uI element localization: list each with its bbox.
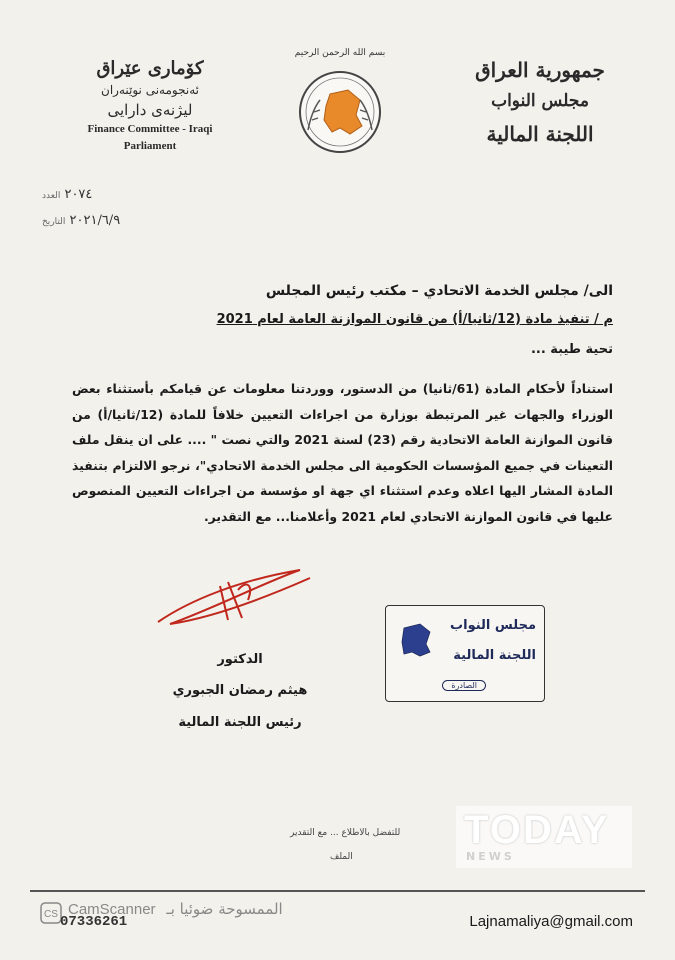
signer-position: رئيس اللجنة المالية — [178, 715, 302, 730]
file-line: الملف — [330, 852, 353, 862]
reference-number: ٢٠٧٤ — [64, 187, 93, 202]
header-arabic — [465, 58, 615, 148]
subject-line — [30, 312, 613, 327]
camscanner-arabic: الممسوحة ضوئيا بـ — [166, 900, 283, 918]
greeting: تحية طيبة ... — [530, 342, 613, 357]
body-paragraph: استناداً لأحكام المادة (61/ثانيا) من الدستور، ووردتنا معلومات عن قيامكم بأستثناء بعض الوزراء والجهات غير المرتبطة بوزارة من اجراءات التعيين خلافاً للمادة (12/ثانيا/أ) من قانون الموازنة العامة الاتحادية رقم (23) لسنة 2021 والتي نصت " .... على ان ينقل ملف التعينات في جميع المؤسسات الحكومية الى مجلس الخدمة الاتحادي"، نرجو الالتزام بتنفيذ المادة المشار اليها اعلاه وعدم استثناء اي جهة او مؤسسة من اجراءات التعيين المنصوص عليها في قانون الموازنة الاتحادي لعام 2021 وأعلامنا... مع التقدير. — [72, 381, 614, 524]
reference-date: ٢٠٢١/٦/٩ — [69, 213, 121, 228]
footer-divider — [30, 890, 645, 892]
news-watermark — [456, 806, 632, 868]
header-kurdish-english — [60, 58, 240, 153]
signer-title: الدكتور — [217, 652, 263, 667]
stamp-committee: اللجنة المالية — [453, 648, 536, 663]
stamp-outgoing-badge: الصادرة — [442, 680, 486, 691]
parliament-emblem-icon — [290, 60, 390, 160]
header-committee: اللجنة المالية — [486, 122, 594, 146]
subject-text: م / تنفيذ مادة (12/ثانيا/أ) من قانون الموازنة العامة لعام 2021 — [216, 312, 613, 327]
header-english-line2: Parliament — [123, 140, 177, 152]
handwritten-signature — [150, 560, 320, 640]
watermark-news: NEWS — [466, 850, 515, 863]
recipient-line: الى/ مجلس الخدمة الاتحادي – مكتب رئيس المجلس — [265, 283, 613, 299]
header-kurdish-committee: لیژنەی دارایی — [107, 101, 193, 119]
iraq-map-icon — [398, 620, 434, 660]
contact-email[interactable]: Lajnamaliya@gmail.com — [469, 913, 633, 930]
official-stamp — [385, 605, 545, 702]
camscanner-name: CamScanner — [68, 901, 156, 918]
header-parliament: مجلس النواب — [491, 91, 589, 111]
reference-number-label: العدد — [42, 191, 61, 201]
stamp-parliament: مجلس النواب — [450, 618, 536, 633]
reference-date-row — [38, 208, 158, 234]
svg-text:CS: CS — [44, 909, 58, 920]
reference-meta — [38, 182, 158, 234]
header-republic: جمهورية العراق — [475, 58, 605, 82]
signer-name: هيثم رمضان الجبوري — [172, 683, 308, 698]
header-english-line1: Finance Committee - Iraqi — [87, 123, 213, 135]
header-kurdish-republic: کۆماری عێراق — [96, 58, 204, 79]
phone-number: 07336261 — [60, 914, 128, 930]
cc-line: للتفضل بالاطلاع ... مع التقدير — [290, 828, 401, 838]
basmala: بسم الله الرحمن الرحيم — [294, 48, 386, 58]
reference-number-row — [38, 182, 158, 208]
reference-date-label: التاريخ — [42, 217, 66, 227]
header-kurdish-parliament: ئەنجومەنی نوێنەران — [101, 83, 199, 97]
watermark-today: TODAY — [464, 808, 610, 852]
